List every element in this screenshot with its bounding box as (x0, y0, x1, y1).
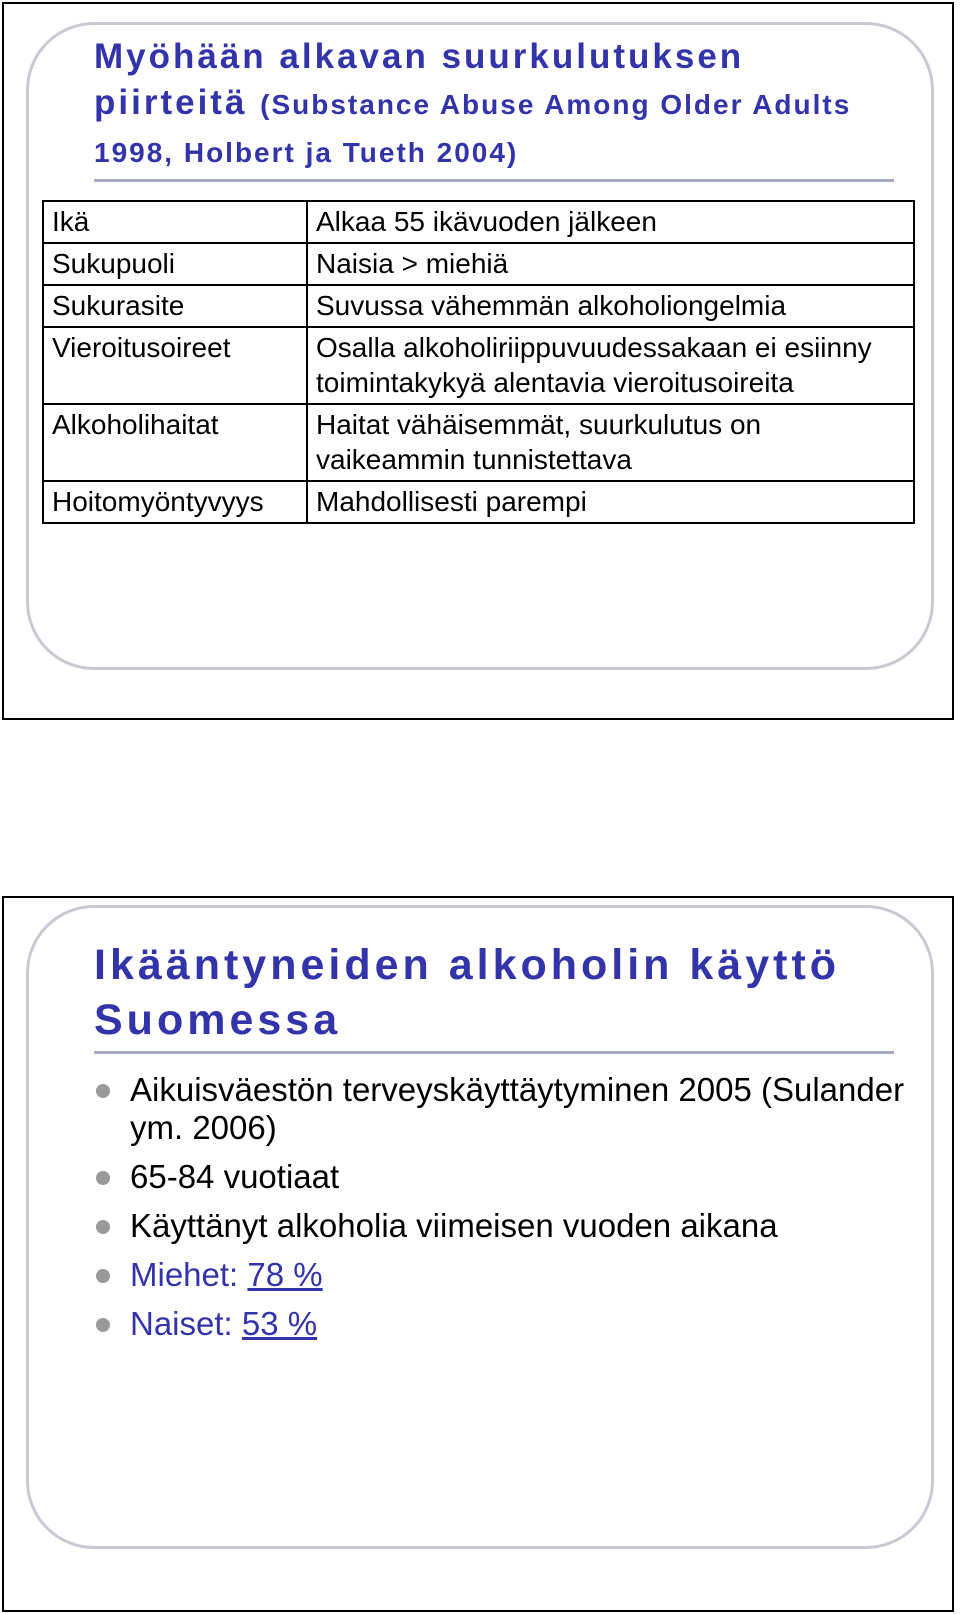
row-value: Suvussa vähemmän alkoholiongelmia (307, 285, 914, 327)
list-item-women (92, 1305, 912, 1343)
women-value: 53 % (241, 1305, 318, 1342)
bullet-list (92, 1071, 912, 1354)
slide-1-title (94, 34, 894, 176)
table-row (43, 201, 914, 243)
list-item: 65-84 vuotiaat (92, 1158, 912, 1196)
slide-2-title-underline (94, 1051, 894, 1054)
row-key: Hoitomyöntyvyys (43, 481, 307, 523)
characteristics-table (42, 200, 915, 524)
slide-1-title-main: Myöhään alkavan suurkulutuksen piirteitä (94, 37, 745, 122)
row-key: Vieroitusoireet (43, 327, 307, 404)
slide-1-title-source: (Substance Abuse Among Older Adults 1998, Holbert ja Tueth 2004) (94, 89, 852, 168)
slide-2 (2, 896, 954, 1612)
men-label: Miehet: (130, 1256, 239, 1293)
table-row (43, 404, 914, 481)
row-value: Osalla alkoholiriippuvuudessakaan ei esiinny toimintakykyä alentavia vieroitusoireita (307, 327, 914, 404)
slide-1 (2, 2, 954, 720)
men-value: 78 % (247, 1256, 323, 1293)
slide-1-title-underline (94, 179, 894, 182)
slide-2-title: Ikääntyneiden alkoholin käyttö Suomessa (94, 941, 841, 1044)
list-item-men (92, 1256, 912, 1294)
table-row (43, 481, 914, 523)
women-label: Naiset: (130, 1305, 233, 1342)
list-item: Käyttänyt alkoholia viimeisen vuoden aikana (92, 1207, 912, 1245)
list-item: Aikuisväestön terveyskäyttäytyminen 2005 (Sulander ym. 2006) (92, 1071, 912, 1147)
table-row (43, 285, 914, 327)
row-key: Sukupuoli (43, 243, 307, 285)
table-row (43, 243, 914, 285)
row-key: Sukurasite (43, 285, 307, 327)
row-key: Alkoholihaitat (43, 404, 307, 481)
row-key: Ikä (43, 201, 307, 243)
table-row (43, 327, 914, 404)
row-value: Naisia > miehiä (307, 243, 914, 285)
row-value: Haitat vähäisemmät, suurkulutus on vaikeammin tunnistettava (307, 404, 914, 481)
row-value: Mahdollisesti parempi (307, 481, 914, 523)
row-value: Alkaa 55 ikävuoden jälkeen (307, 201, 914, 243)
